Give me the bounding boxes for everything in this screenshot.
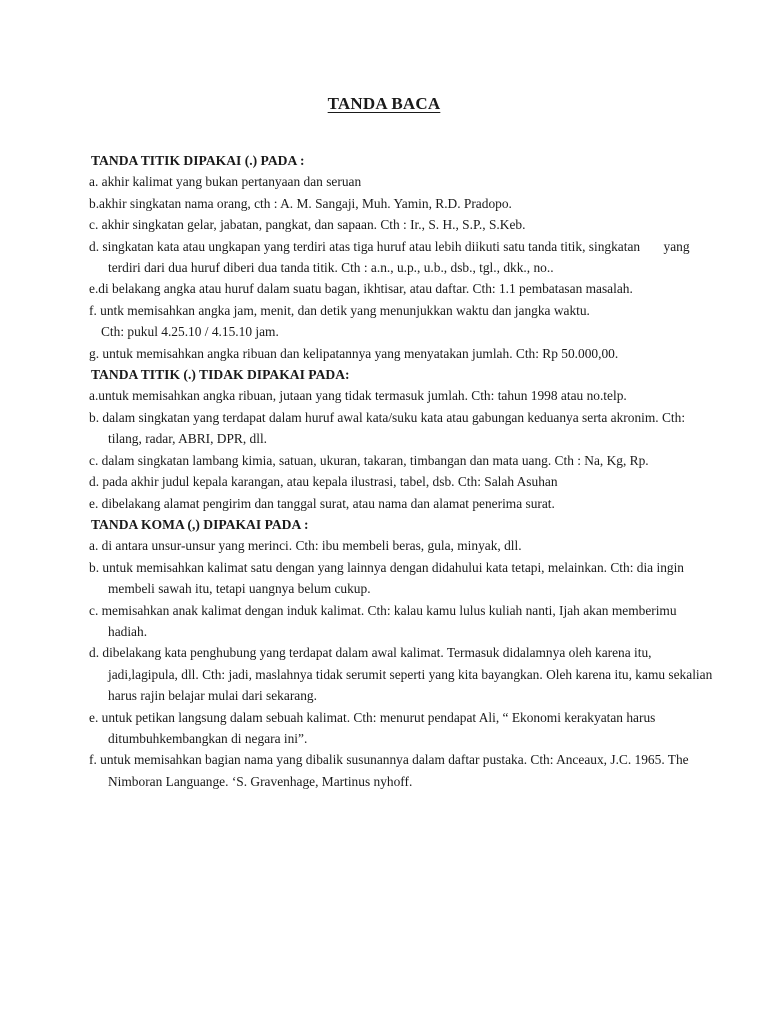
section-heading-titik-dipakai: TANDA TITIK DIPAKAI (.) PADA :	[91, 153, 305, 168]
list-item: e.di belakang angka atau huruf dalam suatu bagan, ikhtisar, atau daftar. Cth: 1.1 pembatasan masalah.	[89, 281, 633, 297]
list-item: c. akhir singkatan gelar, jabatan, pangkat, dan sapaan. Cth : Ir., S. H., S.P., S.Keb.	[89, 217, 526, 233]
list-item: c. dalam singkatan lambang kimia, satuan, ukuran, takaran, timbangan dan mata uang. Cth : Na, Kg, Rp.	[89, 452, 649, 468]
document-body	[89, 150, 714, 792]
list-item: e. dibelakang alamat pengirim dan tanggal surat, atau nama dan alamat penerima surat.	[89, 495, 555, 511]
list-item: b.akhir singkatan nama orang, cth : A. M. Sangaji, Muh. Yamin, R.D. Pradopo.	[89, 195, 512, 211]
list-item: g. untuk memisahkan angka ribuan dan kelipatannya yang menyatakan jumlah. Cth: Rp 50.000,00.	[89, 345, 619, 361]
list-item: c. memisahkan anak kalimat dengan induk kalimat. Cth: kalau kamu lulus kuliah nanti, Ijah akan memberimu hadiah.	[89, 602, 677, 639]
list-item: d. dibelakang kata penghubung yang terdapat dalam awal kalimat. Termasuk didalamnya oleh karena itu, jadi,lagipula, dll. Cth: jadi, maslahnya tidak serumit seperti yang kita bayangkan. Oleh karena itu, kamu sekalian harus rajin belajar mulai dari sekarang.	[89, 645, 713, 704]
section-heading-titik-tidak-dipakai: TANDA TITIK (.) TIDAK DIPAKAI PADA:	[91, 367, 350, 383]
list-item: a. akhir kalimat yang bukan pertanyaan dan seruan	[89, 174, 362, 190]
list-item: b. untuk memisahkan kalimat satu dengan yang lainnya dengan didahului kata tetapi, melainkan. Cth: dia ingin membeli sawah itu, tetapi uangnya belum cukup.	[89, 559, 684, 597]
list-item: e. untuk petikan langsung dalam sebuah kalimat. Cth: menurut pendapat Ali, “ Ekonomi kerakyatan harus ditumbuhkembangkan di negara ini”.	[89, 709, 656, 746]
list-item: f. untuk memisahkan bagian nama yang dibalik susunannya dalam daftar pustaka. Cth: Anceaux, J.C. 1965. The Nimboran Languange. ‘S. Gravenhage, Martinus nyhoff.	[89, 752, 689, 789]
list-item: f. untk memisahkan angka jam, menit, dan detik yang menunjukkan waktu dan jangka waktu.	[89, 302, 590, 318]
document-title: TANDA BACA	[327, 94, 441, 113]
list-item: d. pada akhir judul kepala karangan, atau kepala ilustrasi, tabel, dsb. Cth: Salah Asuhan	[89, 474, 558, 490]
list-item: a. di antara unsur-unsur yang merinci. Cth: ibu membeli beras, gula, minyak, dll.	[89, 538, 522, 554]
section-heading-koma-dipakai: TANDA KOMA (,) DIPAKAI PADA :	[91, 516, 309, 532]
list-item: Cth: pukul 4.25.10 / 4.15.10 jam.	[101, 324, 279, 340]
list-item: b. dalam singkatan yang terdapat dalam huruf awal kata/suku kata atau gabungan keduanya serta akronim. Cth: tilang, radar, ABRI, DPR, dll.	[89, 409, 686, 447]
list-item: a.untuk memisahkan angka ribuan, jutaan yang tidak termasuk jumlah. Cth: tahun 1998 atau no.telp.	[89, 388, 627, 404]
list-item: d. singkatan kata atau ungkapan yang terdiri atas tiga huruf atau lebih diikuti satu tanda titik, singkatan yang terdiri dari dua huruf diberi dua tanda titik. Cth : a.n., u.p., u.b., dsb., tgl., dkk., no..	[89, 238, 693, 276]
